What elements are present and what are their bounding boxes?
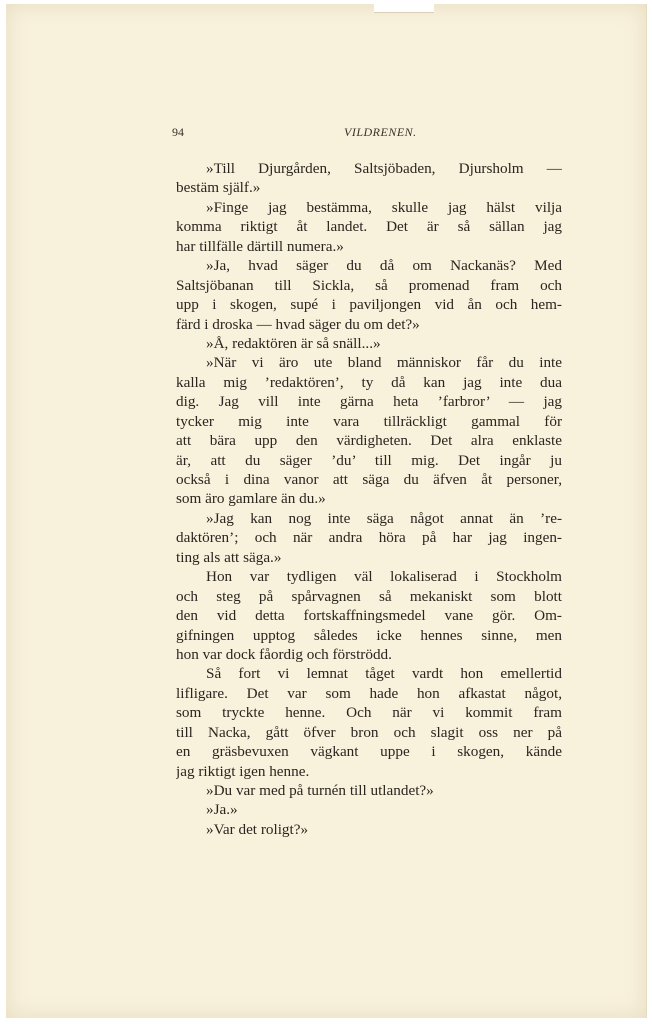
text-line: att bära upp den värdigheten. Det alra enklaste xyxy=(176,432,562,450)
text-line: bestäm själf.» xyxy=(176,179,261,197)
text-line: som tryckte henne. Och när vi kommit fram xyxy=(176,704,562,722)
text-line: hon var dock fåordig och förströdd. xyxy=(176,645,392,663)
text-line: komma riktigt åt landet. Det är så sällan jag xyxy=(176,218,562,236)
text-line: »Jag kan nog inte säga något annat än ’re- xyxy=(206,509,562,527)
text-line: Hon var tydligen väl lokaliserad i Stockholm xyxy=(206,568,562,586)
text-line: en gräsbevuxen vägkant uppe i skogen, kände xyxy=(176,743,562,761)
body-text xyxy=(176,159,562,839)
text-line: »Å, redaktören är så snäll...» xyxy=(206,334,381,352)
text-line: har tillfälle därtill numera.» xyxy=(176,237,344,255)
text-line: är, att du säger ’du’ till mig. Det ingår ju xyxy=(176,451,562,469)
text-line: »När vi äro ute bland människor får du inte xyxy=(206,354,562,372)
text-line: »Ja.» xyxy=(206,801,238,819)
text-line: till Nacka, gått öfver bron och slagit oss ner på xyxy=(176,723,562,741)
text-line: färd i droska — hvad säger du om det?» xyxy=(176,315,420,333)
text-line: »Ja, hvad säger du då om Nackanäs? Med xyxy=(206,257,562,275)
text-line: daktören’; och när andra höra på har jag ingen- xyxy=(176,529,562,547)
text-line: »Var det roligt?» xyxy=(206,820,309,838)
book-page xyxy=(6,4,647,1018)
text-line: upp i skogen, supé i paviljongen vid ån och hem- xyxy=(176,296,562,314)
text-line: jag riktigt igen henne. xyxy=(176,762,310,780)
running-title: VILDRENEN. xyxy=(344,125,417,139)
text-line: tycker mig inte vara tillräckligt gammal för xyxy=(176,412,562,430)
text-line: kalla mig ’redaktören’, ty då kan jag inte dua xyxy=(176,373,562,391)
page-header xyxy=(6,125,646,143)
text-line: »Finge jag bestämma, skulle jag hälst vilja xyxy=(206,198,562,216)
text-line: den vid detta fortskaffningsmedel vane gör. Om- xyxy=(176,607,562,625)
page-number: 94 xyxy=(172,125,184,139)
text-line: och steg på spårvagnen så mekaniskt som blott xyxy=(176,587,562,605)
text-line: också i dina vanor att säga du äfven åt personer, xyxy=(176,471,562,488)
page-edge-tear xyxy=(374,4,434,13)
text-line: dig. Jag vill inte gärna heta ’farbror’ — jag xyxy=(176,393,562,411)
text-line: ting als att säga.» xyxy=(176,548,282,566)
text-line: som äro gamlare än du.» xyxy=(176,490,326,508)
text-line: »Till Djurgården, Saltsjöbaden, Djursholm — xyxy=(206,160,562,177)
text-line: lifligare. Det var som hade hon afkastat något, xyxy=(176,684,562,702)
text-line: Så fort vi lemnat tåget vardt hon emellertid xyxy=(206,665,562,683)
text-line: Saltsjöbanan till Sickla, så promenad fram och xyxy=(176,276,562,294)
text-line: gifningen upptog således icke hennes sinne, men xyxy=(176,626,562,644)
text-line: »Du var med på turnén till utlandet?» xyxy=(206,782,434,799)
